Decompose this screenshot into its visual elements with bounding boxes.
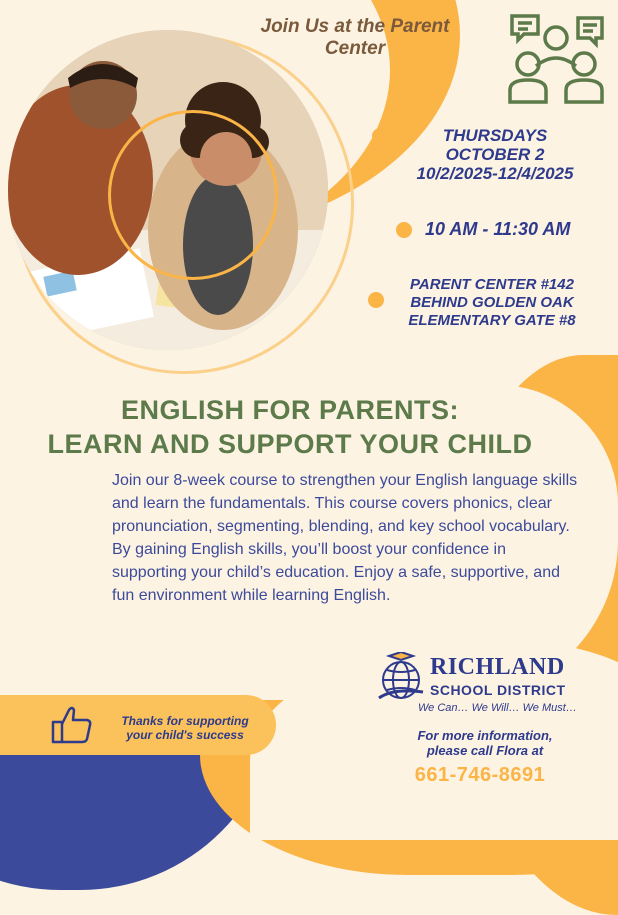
school-globe-logo <box>375 652 427 702</box>
heading-line-1: ENGLISH FOR PARENTS: <box>120 395 459 425</box>
contact-info <box>385 728 585 758</box>
thanks-line-1: Thanks for supporting <box>121 714 249 728</box>
location-line: PARENT CENTER #142 <box>410 276 574 293</box>
thanks-message <box>100 714 270 742</box>
bullet-dot <box>396 222 412 238</box>
location-line: BEHIND GOLDEN OAK <box>410 294 574 311</box>
decorative-ring-small <box>108 110 278 280</box>
schedule-info <box>380 126 610 183</box>
group-chat-icon <box>506 10 606 110</box>
district-tagline: We Can… We Will… We Must… <box>418 702 577 714</box>
phone-number: 661-746-8691 <box>414 764 546 786</box>
heading-line-2: LEARN AND SUPPORT YOUR CHILD <box>47 429 533 459</box>
location-line: ELEMENTARY GATE #8 <box>408 312 576 329</box>
schedule-dates: 10/2/2025-12/4/2025 <box>416 164 574 183</box>
district-subtitle: SCHOOL DISTRICT <box>430 682 566 698</box>
schedule-start: OCTOBER 2 <box>445 145 545 164</box>
course-heading <box>10 393 570 461</box>
schedule-day: THURSDAYS <box>442 126 548 145</box>
location-info <box>382 276 602 330</box>
time-info: 10 AM - 11:30 AM <box>425 219 571 239</box>
header-title: Join Us at the Parent Center <box>260 16 450 59</box>
thumbs-up-icon <box>50 704 94 746</box>
thanks-line-2: your child's success <box>126 728 244 742</box>
contact-line-2: please call Flora at <box>426 743 544 758</box>
course-description: Join our 8-week course to strengthen your English language skills and learn the fundamentals. This course covers phonics, clear pronunciation, segmenting, blending, and key school vocabulary. By gaining English skills, you’ll boost your confidence in supporting your child’s education. Enjoy a safe, supportive, and fun environment while learning English. <box>112 472 578 604</box>
district-name: RICHLAND <box>430 654 565 680</box>
contact-line-1: For more information, <box>417 728 553 743</box>
